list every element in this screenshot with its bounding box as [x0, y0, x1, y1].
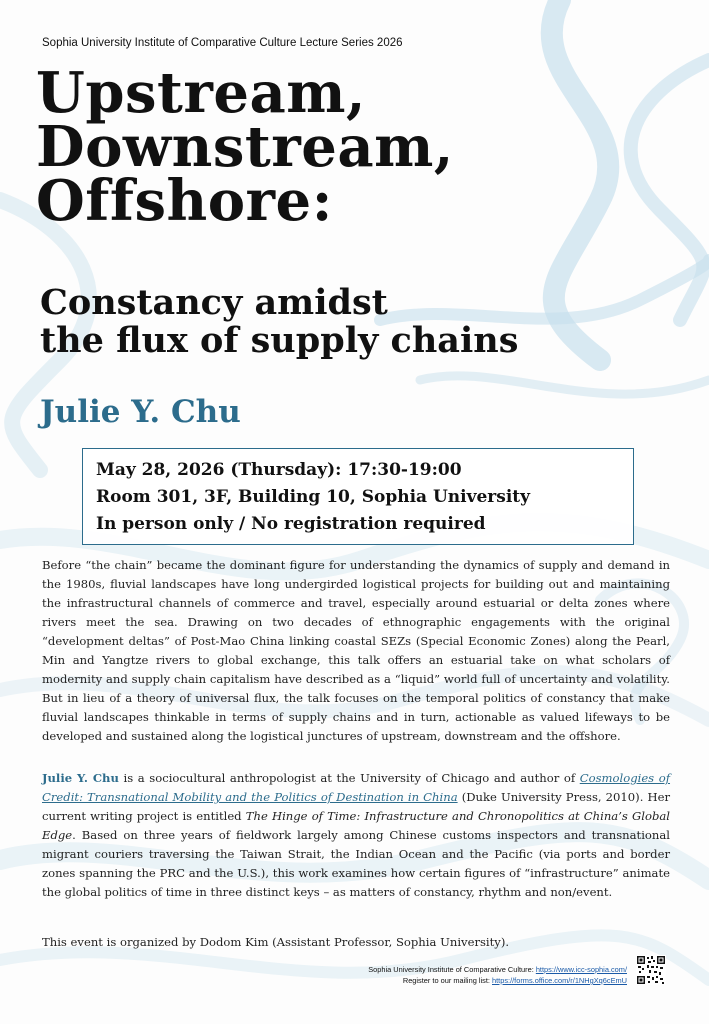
bio-speaker-name: Julie Y. Chu: [42, 771, 119, 785]
registration-note: In person only / No registration required: [96, 514, 486, 534]
abstract-paragraph: Before “the chain” became the dominant figure for understanding the dynamics of supply and demand in the 1980s, fluvial landscapes have long undergirded logistical projects for building out and maintaining the infrastructural channels of commerce and travel, especially around estuarial or delta zones where rivers meet the sea. Drawing on two decades of ethnographic engagements with the original “development deltas” of Post-Mao China linking coastal SEZs (Special Economic Zones) along the Pearl, Min and Yangtze rivers to global exchange, this talk offers an estuarial take on what scholars of modernity and supply chain capitalism have described as a “liquid” world full of uncertainty and volatility. But in lieu of a theory of universal flux, the talk focuses on the temporal politics of constancy that make fluvial landscapes thinkable in terms of supply chains and in turn, actionable as valued lifeways to be developed and sustained along the logistical junctures of upstream, downstream and the offshore.: [42, 558, 670, 743]
organizer-note: This event is organized by Dodom Kim (Assistant Professor, Sophia University).: [42, 935, 510, 949]
footer-mailing-label: Register to our mailing list:: [402, 976, 492, 985]
lecture-series-label: Sophia University Institute of Comparative Culture Lecture Series 2026: [42, 37, 403, 49]
event-location: Room 301, 3F, Building 10, Sophia University: [96, 487, 531, 507]
subtitle-line: Constancy amidst: [40, 282, 388, 323]
event-subtitle: [40, 284, 700, 360]
title-line: Downstream,: [36, 114, 454, 180]
footer-institute-label: Sophia University Institute of Comparative Culture:: [368, 965, 536, 974]
title-line: Upstream,: [36, 60, 367, 126]
mailing-list-link[interactable]: https://forms.office.com/r/1NHgXq6cEmU: [492, 976, 627, 985]
bio-text: (Duke University Press, 2010). Her current writing project is entitled: [42, 790, 670, 823]
title-line: Offshore:: [36, 168, 333, 234]
subtitle-line: the flux of supply chains: [40, 320, 519, 361]
book-link[interactable]: Cosmologies of Credit: Transnational Mobility and the Politics of Destination in China: [42, 771, 671, 804]
footer-contact: [368, 964, 627, 986]
event-title: [36, 60, 696, 234]
bio-text: is a sociocultural anthropologist at the University of Chicago and author of: [118, 771, 580, 785]
project-title: The Hinge of Time: Infrastructure and Chronopolitics at China’s Global Edge: [42, 809, 670, 842]
speaker-name: Julie Y. Chu: [40, 394, 241, 430]
event-details-box: [82, 448, 634, 545]
speaker-bio: [42, 769, 670, 902]
event-date-time: May 28, 2026 (Thursday): 17:30-19:00: [96, 460, 462, 480]
institute-website-link[interactable]: https://www.icc-sophia.com/: [535, 965, 627, 974]
qr-code[interactable]: [636, 955, 666, 985]
bio-text: . Based on three years of fieldwork largely among Chinese customs inspectors and transnational migrant couriers traversing the Taiwan Strait, the Indian Ocean and the Pacific (via ports and border zones spanning the PRC and the U.S.), this work examines how certain figures of “infrastructure” animate the global politics of time in three distinct keys – as matters of constancy, rhythm and non/event.: [42, 828, 670, 899]
